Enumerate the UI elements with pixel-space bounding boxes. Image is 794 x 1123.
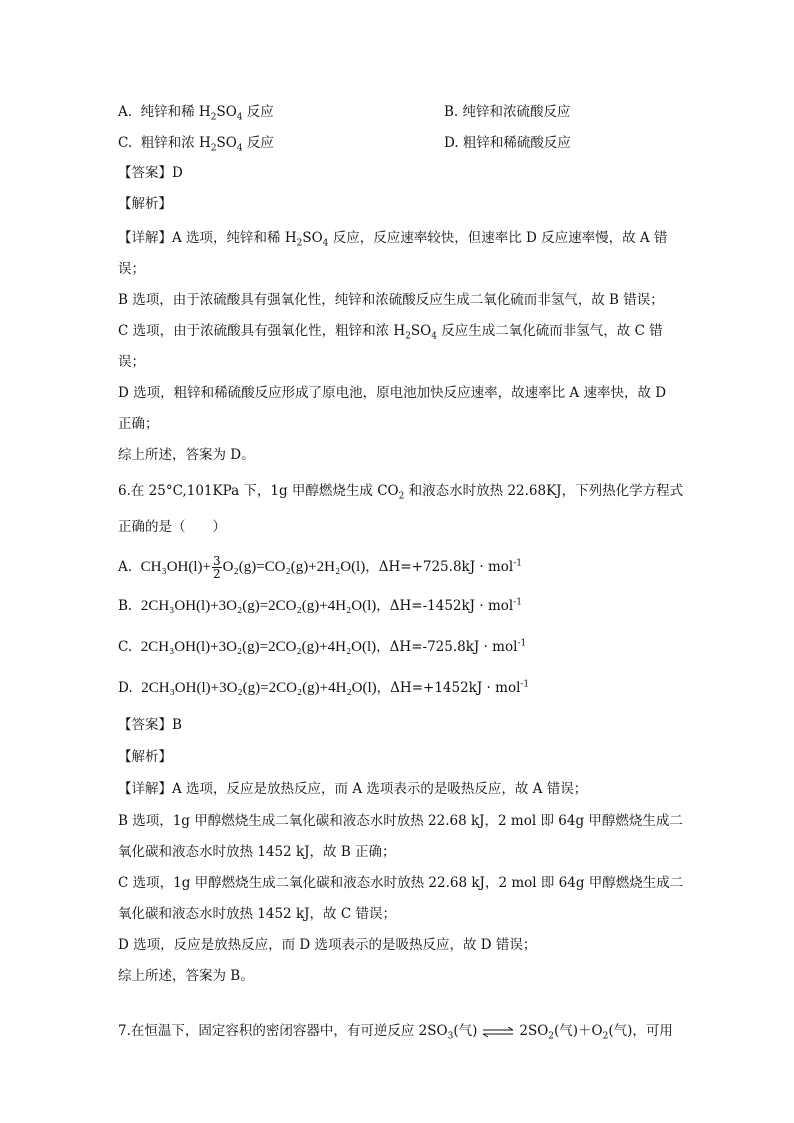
- equation-option-d: D. 2CH₃OH(l)+3O₂(g)=2CO₂(g)+4H₂O(l)，ΔH=+1452kJ · mol$^{-1}$: [118, 679, 530, 696]
- equation-option-b: B. 2CH₃OH(l)+3O₂(g)=2CO₂(g)+4H₂O(l)，ΔH=-1452kJ · mol$^{-1}$: [118, 597, 522, 614]
- detail-line: 综上所述，答案为 D。: [118, 447, 255, 463]
- equation-option-a: A. CH₃OH(l)+ $\frac{3}{2}$ O₂(g)=CO₂(g)+2H₂O(l)，ΔH=+725.8kJ · mol$^{-1}$: [118, 554, 523, 581]
- detail-line: 【详解】A 选项，纯锌和稀 $H_2SO_4$ 反应，反应速率较快，但速率比 D 反应速率慢，故 A 错: [118, 230, 668, 249]
- question-stem: 正确的是（ ）: [118, 519, 226, 535]
- detail-line: 误；: [118, 261, 145, 277]
- detail-line: 氧化碳和液态水时放热 1452 kJ，故 B 正确；: [118, 844, 396, 860]
- detail-line: B 选项，1g 甲醇燃烧生成二氧化碳和液态水时放热 22.68 kJ，2 mol 即 64g 甲醇燃烧生成二: [118, 813, 683, 829]
- analysis-label: 【解析】: [118, 749, 172, 765]
- detail-line: C 选项，由于浓硫酸具有强氧化性，粗锌和浓 $H_2SO_4$ 反应生成二氧化硫而非氢气，故 C 错: [118, 323, 663, 342]
- question-stem: 7.在恒温下，固定容积的密闭容器中，有可逆反应 $2SO_3$(气) $2SO_2$(气)$+O_2$(气)，可用: [118, 1023, 673, 1042]
- detail-line: 正确；: [118, 416, 159, 432]
- detail-line: C 选项，1g 甲醇燃烧生成二氧化碳和液态水时放热 22.68 kJ，2 mol 即 64g 甲醇燃烧生成二: [118, 875, 684, 891]
- option-c: C. 粗锌和浓 $H_2SO_4$ 反应: [118, 135, 274, 154]
- detail-line: 综上所述，答案为 B。: [118, 968, 254, 984]
- detail-line: D 选项，粗锌和稀硫酸反应形成了原电池，原电池加快反应速率，故速率比 A 速率快，故 D: [118, 385, 667, 401]
- answer-label: 【答案】D: [118, 165, 183, 181]
- question-stem: 6.在 25°C,101KPa 下，1g 甲醇燃烧生成 $CO_2$ 和液态水时放热 22.68KJ，下列热化学方程式: [118, 483, 684, 502]
- option-a: A. 纯锌和稀 $H_2SO_4$ 反应: [118, 104, 274, 123]
- detail-line: 氧化碳和液态水时放热 1452 kJ，故 C 错误；: [118, 906, 396, 922]
- equation-option-c: C. 2CH₃OH(l)+3O₂(g)=2CO₂(g)+4H₂O(l)，ΔH=-725.8kJ · mol$^{-1}$: [118, 638, 527, 655]
- option-d: D. 粗锌和稀硫酸反应: [444, 135, 571, 151]
- detail-line: B 选项，由于浓硫酸具有强氧化性，纯锌和浓硫酸反应生成二氧化硫而非氢气，故 B 错误；: [118, 292, 664, 308]
- option-b: B. 纯锌和浓硫酸反应: [444, 104, 571, 120]
- detail-line: 误；: [118, 354, 145, 370]
- fraction: $\frac{3}{2}$: [213, 554, 221, 581]
- answer-label: 【答案】B: [118, 717, 182, 733]
- detail-line: D 选项，反应是放热反应，而 D 选项表示的是吸热反应，故 D 错误；: [118, 937, 537, 953]
- analysis-label: 【解析】: [118, 196, 172, 212]
- detail-line: 【详解】A 选项，反应是放热反应，而 A 选项表示的是吸热反应，故 A 错误；: [118, 781, 588, 797]
- reversible-arrow-icon: [481, 1027, 515, 1037]
